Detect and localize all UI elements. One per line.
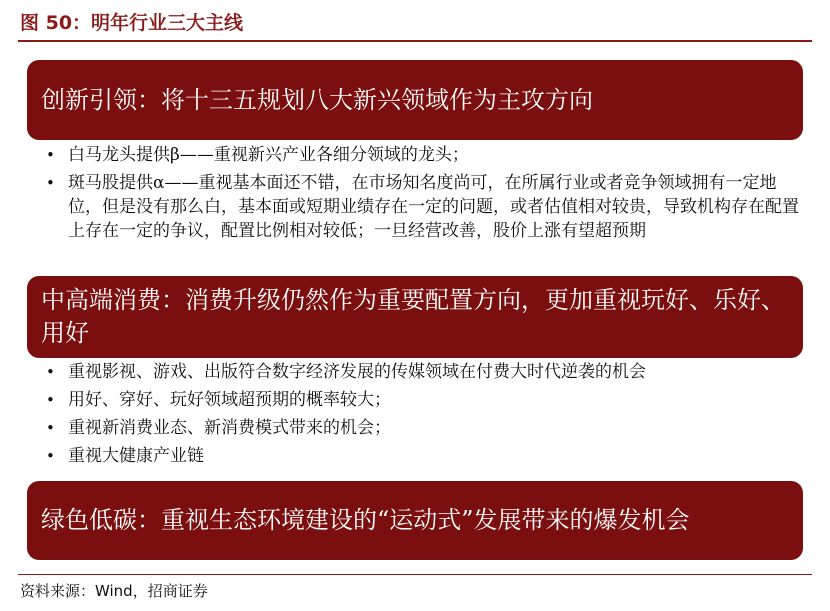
list-item: • 白马龙头提供β——重视新兴产业各细分领域的龙头； — [46, 143, 806, 167]
banner-consumption-text: 中高端消费：消费升级仍然作为重要配置方向，更加重视玩好、乐好、用好 — [41, 286, 785, 347]
innovation-bullet-list — [46, 143, 806, 243]
source-divider — [18, 574, 812, 575]
list-item: • 用好、穿好、玩好领域超预期的概率较大； — [46, 388, 806, 412]
source-note: 资料来源：Wind，招商证券 — [20, 582, 208, 600]
banner-consumption — [27, 276, 803, 358]
banner-green-text: 绿色低碳：重视生态环境建设的“运动式”发展带来的爆发机会 — [41, 506, 690, 534]
banner-green — [27, 481, 803, 560]
title-divider — [18, 40, 812, 42]
list-item: • 重视影视、游戏、出版符合数字经济发展的传媒领域在付费大时代逆袭的机会 — [46, 360, 806, 384]
list-item: • 重视大健康产业链 — [46, 444, 806, 468]
list-item: • 斑马股提供α——重视基本面还不错，在市场知名度尚可，在所属行业或者竞争领域拥有一定地位，但是没有那么白，基本面或短期业绩存在一定的问题，或者估值相对较贵，导致机构存在配置上存在一定的争议，配置比例相对较低；一旦经营改善，股价上涨有望超预期 — [46, 171, 806, 243]
list-item: • 重视新消费业态、新消费模式带来的机会； — [46, 416, 806, 440]
figure-title: 图 50：明年行业三大主线 — [20, 12, 244, 34]
consumption-bullet-list — [46, 360, 806, 472]
banner-innovation-text: 创新引领：将十三五规划八大新兴领域作为主攻方向 — [41, 85, 593, 114]
banner-innovation — [27, 60, 803, 140]
